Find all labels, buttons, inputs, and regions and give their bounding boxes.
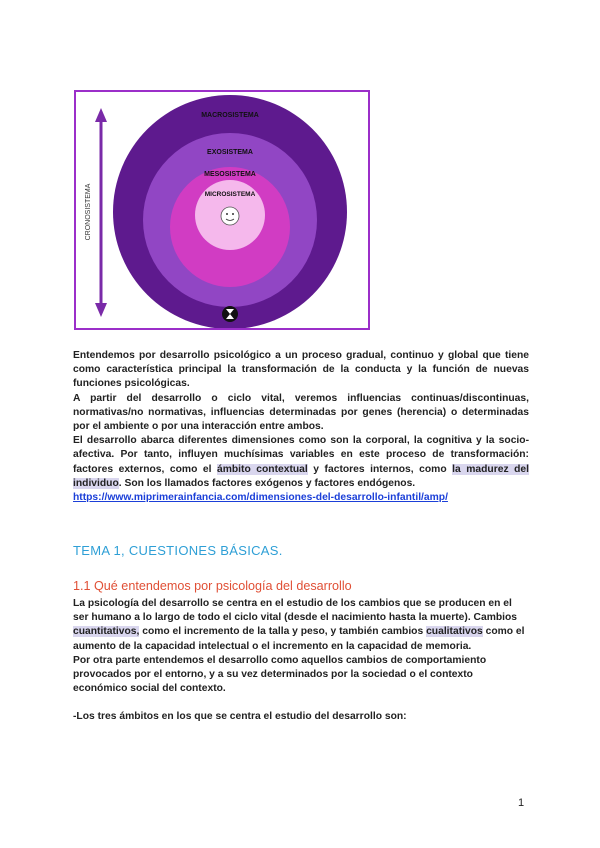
highlight-cuantitativos: cuantitativos, [73,626,140,638]
microsistema-label: MICROSISTEMA [204,191,256,198]
intro-paragraph-1: Entendemos por desarrollo psicológico a un proceso gradual, continuo y global que tiene como característica principal la transformación de la conducta y la función de nuevas funciones psicológicas. [73,350,529,390]
exosistema-label: EXOSISTEMA [207,149,253,156]
child-face-icon [221,207,239,225]
body-p1-text-b: como el incremento de la talla y peso, y también cambios [139,626,427,638]
intro-p3-text-b: y factores internos, como [307,463,453,475]
mesosistema-label: MESOSISTEMA [204,171,256,178]
arrow-up-icon [95,108,107,122]
source-link[interactable]: https://www.miprimerainfancia.com/dimensiones-del-desarrollo-infantil/amp/ [73,492,448,504]
intro-paragraph-2: A partir del desarrollo o ciclo vital, veremos influencias continuas/discontinuas, normativas/no normativas, influencias determinadas por genes (herencia) o determinadas por el ambiente o por una interacción entre ambos. [73,392,529,433]
body-paragraph-1 [73,597,525,654]
macrosistema-label: MACROSISTEMA [201,112,259,119]
hourglass-icon [222,306,238,322]
highlight-cualitativos: cualitativos [426,626,483,638]
highlight-madurez: la madurez del individuo [73,463,529,489]
body-section [73,597,525,725]
intro-p3-text-c: . Son los llamados factores exógenos y factores endógenos. [118,477,416,489]
section-heading: 1.1 Qué entendemos por psicología del desarrollo [73,579,352,593]
ecological-diagram [76,92,368,328]
body-p1-text-a: La psicología del desarrollo se centra en el estudio de los cambios que se producen en el ser humano a lo largo de todo el ciclo vital (desde el nacimiento hasta la muerte). Cambios [73,598,518,624]
arrow-down-icon [95,303,107,317]
intro-paragraph-3 [73,434,529,491]
body-p1-text-c: como el aumento de la capacidad intelectual o el incremento en la capacidad de memoria. [73,626,525,652]
cronosistema-label: CRONOSISTEMA [85,183,92,241]
highlight-ambito-contextual: ámbito contextual [217,463,308,475]
body-paragraph-2: Por otra parte entendemos el desarrollo como aquellos cambios de comportamiento provocados por el entorno, y a su vez determinados por la sociedad o el contexto económico social del contexto. [73,654,487,695]
tema-heading: TEMA 1, CUESTIONES BÁSICAS. [73,543,283,558]
intro-p3-text-a: El desarrollo abarca diferentes dimensiones como son la corporal, la cognitiva y la socio- afectiva. Por tanto, influyen muchísimas variables en este proceso de transformación: factores externos, como el [73,435,529,475]
ecological-systems-figure [74,90,370,330]
body-paragraph-3: -Los tres ámbitos en los que se centra el estudio del desarrollo son: [73,711,407,723]
intro-section [73,349,529,505]
page-number: 1 [518,797,525,809]
